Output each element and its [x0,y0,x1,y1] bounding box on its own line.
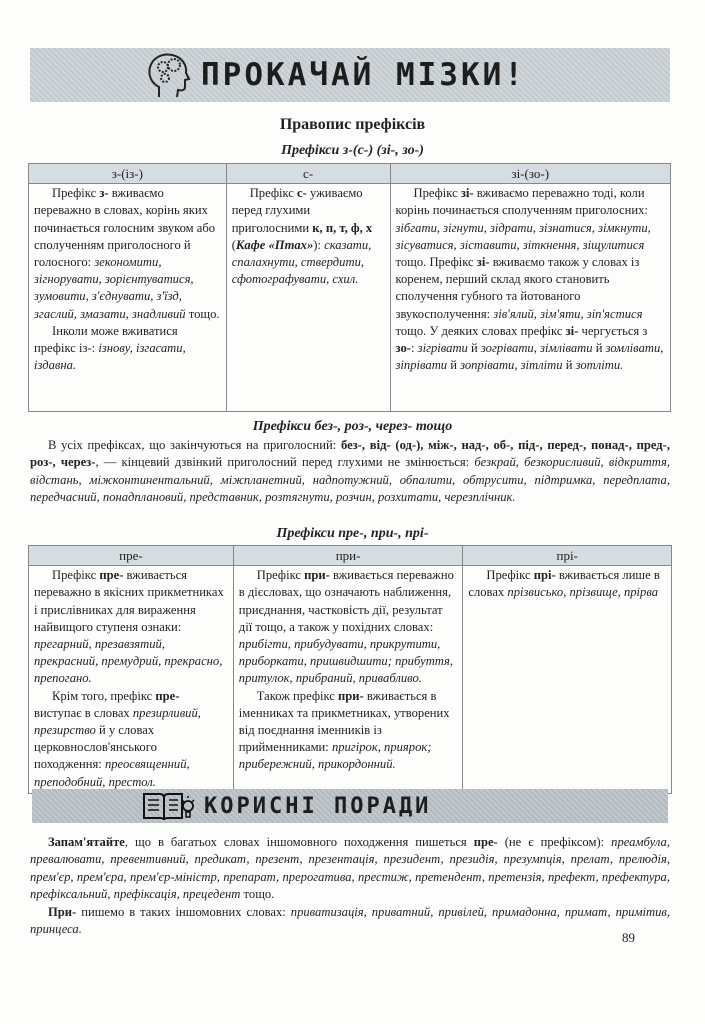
table-cell [233,566,463,794]
emphasis-text: с- [297,186,307,201]
cell-paragraph [468,567,666,601]
table-cell [390,184,670,412]
text: , — кінцевий дзвінкий приголосний перед глухими не змінюється: [95,455,475,470]
text: тощо. [240,887,275,902]
text: Префікс [256,568,305,583]
table-cell [29,566,234,794]
table1-heading: Префікси з-(с-) (зі-, зо-) [281,143,424,158]
emphasis-text: зів'ялий, зім'яти, зіп'ястися [493,306,643,321]
text: вживаємо переважно в словах, корінь яких починається голосним звуком або сполученням приголосного й голосного: [34,186,216,270]
emphasis-text: пре- [155,688,180,703]
banner-useful-tips [32,789,668,823]
emphasis-text: прі- [533,568,556,583]
section2-heading: Префікси без-, роз-, через- тощо [252,419,453,434]
text: вживається переважно в дієсловах, що означають наближення, приєднання, частковість дії, результат дії тощо, а також у похідних словах: [238,568,454,634]
column-header: с- [226,164,390,184]
text: Префікс [52,568,100,583]
emphasis-text: преамбула, превалювати, превентивний, предикат, презент, презентація, президент, президія, презумпція, прелат, прелюдія, прем'єр, прем'єра, прем'єр-міністр, препарат, прерогатива, престиж, претендент, претензія, префект, префектура, префіксальний, префіксація, прецедент [30,835,671,902]
text: й у словах церковнослов'янського походження: [34,723,157,772]
column-header: пре- [29,546,234,566]
emphasis-text: При- [48,904,77,919]
emphasis-text: пре- [99,568,124,583]
emphasis-text: зібгати, зігнути, зідрати, зізнатися, зімкнути, зісуватися, зіставити, зіткнення, зіщулитися [395,220,651,252]
emphasis-text: зогрівати, зімлівати [480,341,593,356]
cell-paragraph [34,688,228,791]
cell-paragraph [239,567,458,687]
column-header: при- [233,546,463,566]
text: й [592,341,606,356]
emphasis-text: сказати, спалахнути, ствердити, сфотографувати, схил. [231,237,372,287]
text: уживаємо перед глухими приголосними [231,186,363,235]
banner-title: КОРИСНІ ПОРАДИ [204,793,432,819]
emphasis-text: прізвисько, прізвище, прірва [507,585,659,600]
banner-pump-your-brain [30,48,670,102]
text: вживаємо також у словах із коренем, перший склад якого становить сполучення губного та йотованого звукосполучення: [395,255,640,321]
emphasis-text: презирливий, презирство [34,705,201,738]
text: Префікс [413,186,461,201]
emphasis-text: при- [338,688,364,703]
emphasis-text: зі- [565,323,579,338]
emphasis-text: зомлівати, зіпрівати [395,341,664,373]
text: ( [231,237,236,252]
tip-paragraph [30,904,670,939]
emphasis-text: ізнову, ізгасати, іздавна. [34,341,186,373]
page-title: Правопис префіксів [279,116,426,133]
text: вживаємо переважно тоді, коли корінь починається сполученням приголосних: [395,186,648,218]
column-header: прі- [463,546,672,566]
emphasis-text: Запам'ятайте [48,835,125,849]
table-cell [226,184,390,412]
emphasis-text: Кафе «Птах» [235,237,314,252]
text: й [467,341,481,356]
table-cell [29,184,227,412]
emphasis-text: при- [304,568,330,583]
text: пишемо в таких іншомовних словах: [76,904,291,919]
emphasis-text: прегарний, презавзятий, прекрасний, премудрий, прекрасно, препогано. [34,637,223,686]
section2-paragraph [30,437,670,507]
emphasis-text: зопрівати, зітліти [460,358,563,373]
table-cell [463,566,672,794]
book-bulb-icon [142,790,196,822]
cell-paragraph [232,185,385,288]
emphasis-text: зі- [460,186,474,201]
emphasis-text: пригірок, приярок; прибережний, прикордонний. [238,740,432,772]
emphasis-text: пре- [473,835,498,849]
text: вживається в іменниках та прикметниках, утворених від поєднання іменників із прийменниками: [238,688,450,755]
text: тощо. [185,306,220,321]
cell-paragraph [239,688,458,774]
table2-heading: Префікси пре-, при-, прі- [276,526,429,541]
emphasis-text: преосвященний, преподобний, престол. [34,757,190,789]
emphasis-text: прибігти, прибудувати, прикрутити, приборкати, пришвидшити; прибуття, притулок, прибраний, привабливо. [238,637,454,686]
text: й [447,358,461,373]
emphasis-text: зекономити, зігнорувати, зорієнтуватися, зумовити, з'єднувати, з'їзд, згаслий, змазати, знадливий [34,255,194,321]
column-header: зі-(зо-) [390,164,670,184]
text: Крім того, префікс [52,688,156,703]
cell-paragraph [34,323,221,375]
tips-paragraphs [30,834,670,938]
emphasis-text: безкрай, безкорисливий, відкриття, відстань, міжконтинентальний, міжпланетний, надпотужний, обпалити, обтрусити, підтримка, передплата, передчасний, понадплановий, представник, розтягнути, розчин, розхитати, черезплічник. [30,455,671,505]
text: Також префікс [256,688,339,703]
text: вживається лише в словах [468,568,660,600]
text: чергується з [578,323,648,338]
text: : [411,341,418,356]
emphasis-text: зотліти. [575,358,624,373]
emphasis-text: зо- [395,341,411,356]
text: виступає в словах [34,705,133,720]
emphasis-text: приватизація, приватний, привілей, примадонна, примат, примітив, принцеса. [30,904,671,937]
text: Префікс [52,186,100,201]
tip-paragraph [30,834,670,904]
text: тощо. Префікс [395,255,477,270]
text: , що в багатьох словах іншомовного походження пишеться [124,835,474,849]
column-header: з-(із-) [29,164,227,184]
cell-paragraph [34,567,228,687]
prefix-z-s-table [28,163,671,412]
head-gears-icon [145,51,191,99]
text: Префікс [249,186,298,201]
emphasis-text: без-, від- (од-), між-, над-, об-, під-, перед-, понад-, пред-, роз-, через- [30,438,670,470]
text: В усіх префіксах, що закінчуються на приголосний: [48,438,341,452]
text: (не є префіксом): [497,835,612,849]
emphasis-text: к, п, т, ф, х [312,220,373,235]
text: ): [313,237,325,252]
prefix-pre-pry-table [28,545,672,794]
cell-paragraph [396,185,665,374]
text: Префікс [486,568,534,583]
text: вживається переважно в якісних прикметниках і прислівниках для вираження найвищого ступеня ознаки: [34,568,224,634]
emphasis-text: зігрівати [417,341,468,356]
text: Інколи може вживатися префікс із-: [34,323,178,356]
page-number: 89 [622,930,635,945]
text: тощо. У деяких словах префікс [395,323,566,338]
emphasis-text: зі- [476,255,490,270]
banner-title: ПРОКАЧАЙ МІЗКИ! [201,57,526,93]
emphasis-text: з- [99,186,109,201]
text: й [562,358,576,373]
cell-paragraph [34,185,221,323]
